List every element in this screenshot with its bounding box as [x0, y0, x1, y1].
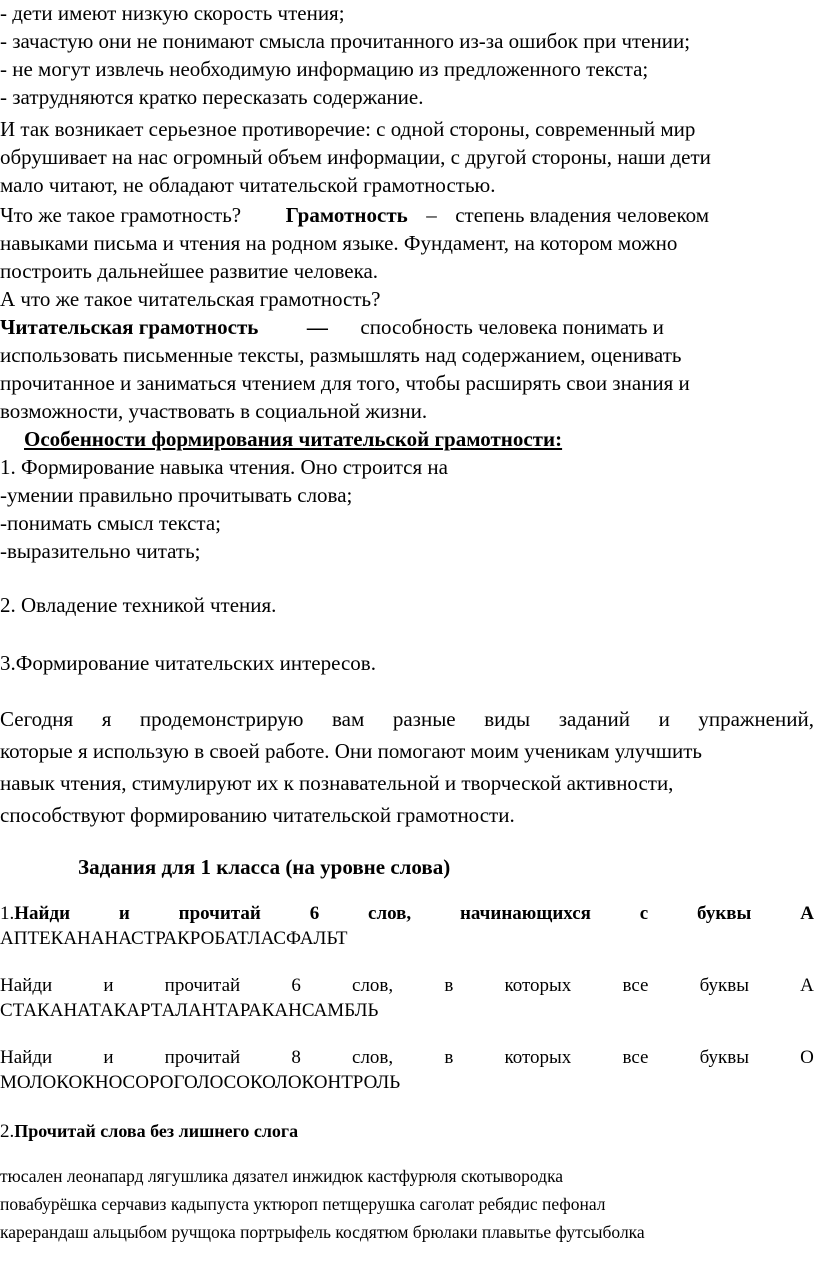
task-word: слов, — [352, 1047, 394, 1068]
literacy-def-line-1: навыками письма и чтения на родном языке. Фундамент, на котором можно — [0, 231, 678, 255]
today-word: и — [658, 707, 670, 731]
task-word: и — [118, 903, 130, 924]
today-line-2: которые я использую в своей работе. Они помогают моим ученикам улучшить — [0, 739, 703, 763]
task-word: 6 — [291, 975, 301, 996]
task-word: слов, — [368, 903, 412, 924]
task-word: которых — [504, 1047, 572, 1068]
today-word: виды — [484, 707, 531, 731]
features-heading: Особенности формирования читательской грамотности: — [24, 427, 563, 451]
task-word: 8 — [291, 1047, 301, 1068]
today-word: упражнений, — [698, 707, 814, 731]
reading-literacy-term: Читательская грамотность — [0, 315, 259, 339]
task-word: и — [103, 975, 114, 996]
literacy-term: Грамотность — [285, 203, 408, 227]
contradiction-line-2: обрушивает на нас огромный объем информации, с другой стороны, наши дети — [0, 145, 711, 169]
today-word: вам — [332, 707, 365, 731]
task-word: прочитай — [178, 903, 261, 924]
literacy-dash: – — [426, 203, 437, 227]
task-word: которых — [504, 975, 572, 996]
task-1-letters: АПТЕКАНАНАСТРАКРОБАТЛАСФАЛЬТ — [0, 928, 348, 949]
literacy-def-line-2: построить дальнейшее развитие человека. — [0, 259, 379, 283]
task-2-heading — [0, 1118, 298, 1145]
literacy-question: Что же такое грамотность? — [0, 203, 242, 227]
features-sub-item-2: -понимать смысл текста; — [0, 511, 221, 535]
intro-item-4: - затрудняются кратко пересказать содержание. — [0, 85, 424, 109]
task-word: прочитай — [164, 975, 241, 996]
intro-item-2: - зачастую они не понимают смысла прочитанного из-за ошибок при чтении; — [0, 29, 691, 53]
task-word: слов, — [352, 975, 394, 996]
literacy-definition-first-line — [0, 202, 709, 228]
task-word: в — [444, 975, 454, 996]
features-item-2: 2. Овладение техникой чтения. — [0, 593, 277, 617]
task-word: и — [103, 1047, 114, 1068]
today-word: Сегодня — [0, 707, 74, 731]
task-word: прочитай — [164, 1047, 241, 1068]
task-word: все — [622, 1047, 649, 1068]
features-item-1: 1. Формирование навыка чтения. Оно строится на — [0, 455, 448, 479]
today-word: продемонстрирую — [139, 707, 304, 731]
task-2-number: 2. — [0, 1121, 15, 1142]
reading-literacy-question: А что же такое читательская грамотность? — [0, 287, 381, 311]
task-2-words-line-1: тюсален леонапард лягушлика дязател инжидюк кастфурюля скотывородка — [0, 1166, 564, 1186]
today-line-4: способствуют формированию читательской грамотности. — [0, 803, 515, 827]
reading-literacy-def-first: способность человека понимать и — [360, 315, 664, 339]
reading-literacy-first-line — [0, 314, 664, 340]
reading-literacy-def-line-2: прочитанное и заниматься чтением для того, чтобы расширять свои знания и — [0, 371, 690, 395]
task-word: буквы — [699, 1047, 749, 1068]
today-line-1 — [0, 706, 814, 732]
task-word: А — [800, 975, 814, 996]
task-word: Найди — [0, 975, 53, 996]
task-word: А — [800, 903, 814, 924]
today-word: я — [101, 707, 112, 731]
task-word: все — [622, 975, 649, 996]
task-1c-letters: МОЛОКОКНОСОРОГОЛОСОКОЛОКОНТРОЛЬ — [0, 1072, 401, 1093]
today-line-3: навык чтения, стимулируют их к познавательной и творческой активности, — [0, 771, 674, 795]
contradiction-line-1: И так возникает серьезное противоречие: с одной стороны, современный мир — [0, 117, 696, 141]
today-word: разные — [392, 707, 456, 731]
task-word: Найди — [14, 903, 71, 924]
intro-item-3: - не могут извлечь необходимую информацию из предложенного текста; — [0, 57, 649, 81]
features-sub-item-1: -умении правильно прочитывать слова; — [0, 483, 353, 507]
task-word: Найди — [0, 1047, 53, 1068]
task-1c-instruction — [0, 1046, 814, 1070]
task-1-instruction — [0, 902, 814, 926]
task-word: с — [639, 903, 649, 924]
task-1b-instruction — [0, 974, 814, 998]
task-1b-letters: СТАКАНАТАКАРТАЛАНТАРАКАНСАМБЛЬ — [0, 1000, 379, 1021]
task-2-words-line-3: карерандаш альцыбом ручщока портрыфель косдятюм брюлаки плавытье футсыболка — [0, 1222, 645, 1242]
contradiction-line-3: мало читают, не обладают читательской грамотностью. — [0, 173, 496, 197]
task-word: буквы — [699, 975, 749, 996]
intro-item-1: - дети имеют низкую скорость чтения; — [0, 1, 345, 25]
task-2-words-line-2: повабурёшка серчавиз кадыпуста уктюроп петщерушка саголат ребядис пефонал — [0, 1194, 606, 1214]
features-item-3: 3.Формирование читательских интересов. — [0, 651, 376, 675]
literacy-def-first: степень владения человеком — [455, 203, 710, 227]
reading-literacy-dash: — — [306, 315, 328, 339]
task-2-title: Прочитай слова без лишнего слога — [14, 1121, 299, 1141]
task-word: О — [800, 1047, 814, 1068]
task-word: 6 — [309, 903, 320, 924]
task-word: начинающихся — [459, 903, 591, 924]
task-word: в — [444, 1047, 454, 1068]
today-word: заданий — [558, 707, 631, 731]
reading-literacy-def-line-1: использовать письменные тексты, размышлять над содержанием, оценивать — [0, 343, 682, 367]
task-1-number: 1. — [0, 903, 15, 924]
tasks-heading: Задания для 1 класса (на уровне слова) — [78, 855, 451, 879]
task-word: буквы — [697, 903, 752, 924]
features-sub-item-3: -выразительно читать; — [0, 539, 201, 563]
reading-literacy-def-line-3: возможности, участвовать в социальной жизни. — [0, 399, 428, 423]
